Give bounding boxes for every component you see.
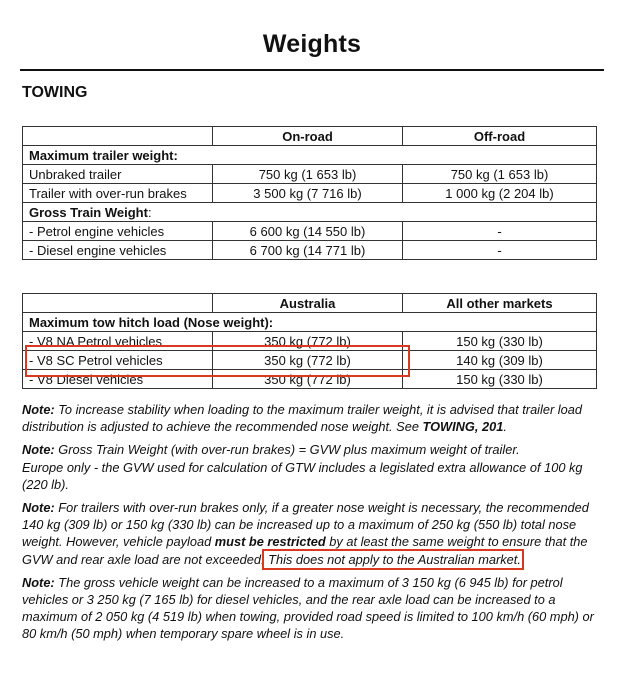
note-text: For trailers with over-run brakes only, if a greater nose weight is necessary, the recommended 140 kg (309 lb) or 150 kg (330 lb) can be increased up to a maximum of 250 kg (550 lb) total nose weight. However, vehicle payload (22, 500, 589, 550)
note-paragraph (22, 499, 604, 568)
section-heading: TOWING (22, 84, 88, 101)
note-text: by at least the same weight to ensure that the GVW and rear axle load are not exceeded. (22, 534, 588, 567)
table-cell: 6 600 kg (14 550 lb) (213, 222, 403, 241)
row-label: - V8 SC Petrol vehicles (23, 351, 213, 370)
page-title: Weights (262, 30, 362, 58)
table-cell: 150 kg (330 lb) (403, 370, 597, 389)
note-text: Gross Train Weight (with over-run brakes) = GVW plus maximum weight of trailer. (54, 442, 520, 458)
group-label-text: Gross Train Weight (29, 204, 148, 220)
header-cell: Australia (213, 294, 403, 313)
group-row (23, 313, 597, 332)
group-label: Maximum tow hitch load (Nose weight): (23, 313, 597, 332)
notes-section (22, 401, 604, 649)
header-cell: Off-road (403, 127, 597, 146)
table-cell: 150 kg (330 lb) (403, 332, 597, 351)
table-cell: 350 kg (772 lb) (213, 351, 403, 370)
group-row (23, 203, 597, 222)
table-cell: 350 kg (772 lb) (213, 332, 403, 351)
note-emphasis: must be restricted (214, 534, 326, 550)
header-cell: On-road (213, 127, 403, 146)
row-label: - Petrol engine vehicles (23, 222, 213, 241)
trailer-weight-table (22, 126, 597, 260)
table-cell: 3 500 kg (7 716 lb) (213, 184, 403, 203)
table-cell: 350 kg (772 lb) (213, 370, 403, 389)
table-row (23, 165, 597, 184)
table-row (23, 222, 597, 241)
table-row (23, 184, 597, 203)
note-text: The gross vehicle weight can be increased to a maximum of 3 150 kg (6 945 lb) for petrol vehicles or 3 250 kg (7 165 lb) for diesel vehicles, and the rear axle load can be increased to a maximum of 2 050 kg (4 519 lb) when towing, provided road speed is limited to 100 km/h (60 mph) or 80 km/h (50 mph) when temporary spare wheel is in use. (22, 574, 594, 642)
group-label-suffix: : (147, 204, 152, 220)
note-text: Europe only - the GVW used for calculation of GTW includes a legislated extra allowance of 100 kg (220 lb). (22, 459, 583, 492)
hitch-load-table (22, 293, 597, 389)
note-label: Note: (22, 500, 55, 516)
row-label: - V8 Diesel vehicles (23, 370, 213, 389)
table-cell: 140 kg (309 lb) (403, 351, 597, 370)
note-highlight-text: This does not apply to the Australian market. (264, 551, 521, 567)
note-paragraph (22, 574, 604, 643)
note-paragraph (22, 441, 604, 493)
note-label: Note: (22, 402, 55, 417)
table-row (23, 370, 597, 389)
table-row (23, 241, 597, 260)
note-text: To increase stability when loading to the maximum trailer weight, it is advised that trailer load distribution is adjusted to achieve the recommended nose weight. See (22, 402, 582, 435)
table-cell: - (403, 222, 597, 241)
header-cell (23, 127, 213, 146)
note-label: Note: (22, 442, 55, 458)
group-label: Maximum trailer weight: (23, 146, 597, 165)
table-row (23, 332, 597, 351)
row-label: Unbraked trailer (23, 165, 213, 184)
group-label (23, 203, 597, 222)
table-header-row (23, 294, 597, 313)
header-cell: All other markets (403, 294, 597, 313)
header-cell (23, 294, 213, 313)
table-row (23, 351, 597, 370)
table-cell: 6 700 kg (14 771 lb) (213, 241, 403, 260)
title-rule (20, 69, 604, 71)
table-cell: 750 kg (1 653 lb) (213, 165, 403, 184)
note-label: Note: (22, 574, 55, 590)
group-row (23, 146, 597, 165)
note-paragraph (22, 401, 604, 435)
table-cell: 750 kg (1 653 lb) (403, 165, 597, 184)
row-label: Trailer with over-run brakes (23, 184, 213, 203)
row-label: - V8 NA Petrol vehicles (23, 332, 213, 351)
row-label: - Diesel engine vehicles (23, 241, 213, 260)
table-cell: 1 000 kg (2 204 lb) (403, 184, 597, 203)
note-reference: TOWING, 201 (422, 419, 504, 435)
table-header-row (23, 127, 597, 146)
note-text: . (503, 419, 507, 435)
table-cell: - (403, 241, 597, 260)
